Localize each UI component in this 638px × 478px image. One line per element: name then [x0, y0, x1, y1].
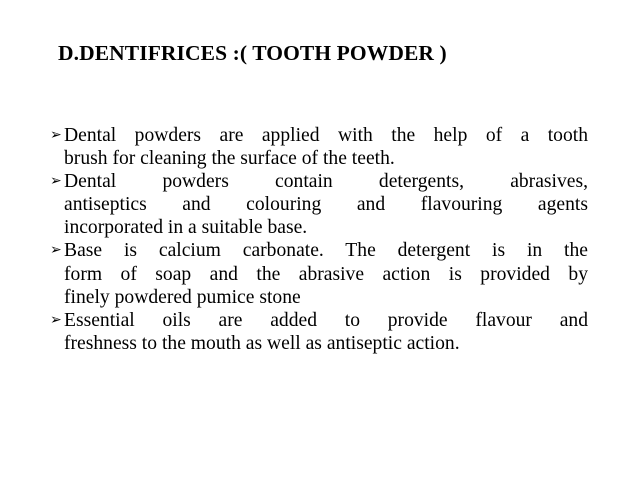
bullet-line: form of soap and the abrasive action is provided by	[64, 263, 588, 285]
bullet-line: Dental powders contain detergents, abrasives,	[64, 171, 588, 193]
bullet-line: finely powdered pumice stone	[64, 286, 301, 308]
bullet-line: Dental powders are applied with the help of a tooth	[64, 125, 588, 146]
bullet-line: Base is calcium carbonate. The detergent is in the	[64, 240, 588, 262]
bullet-line: incorporated in a suitable base.	[64, 217, 308, 239]
bullet-line: brush for cleaning the surface of the teeth.	[64, 148, 395, 170]
arrow-bullet-icon: ➢	[50, 312, 62, 328]
bullet-item	[50, 239, 588, 308]
bullet-line: antiseptics and colouring and flavouring agents	[64, 194, 588, 216]
arrow-bullet-icon: ➢	[50, 174, 62, 190]
bullet-list	[50, 124, 588, 355]
bullet-item	[50, 309, 588, 355]
bullet-line: Essential oils are added to provide flavour and	[64, 309, 588, 331]
bullet-item	[50, 124, 588, 170]
slide-title: D.DENTIFRICES :( TOOTH POWDER )	[58, 41, 447, 65]
arrow-bullet-icon: ➢	[50, 243, 62, 259]
bullet-item	[50, 170, 588, 239]
arrow-bullet-icon: ➢	[50, 128, 62, 143]
bullet-line: freshness to the mouth as well as antiseptic action.	[64, 332, 460, 354]
